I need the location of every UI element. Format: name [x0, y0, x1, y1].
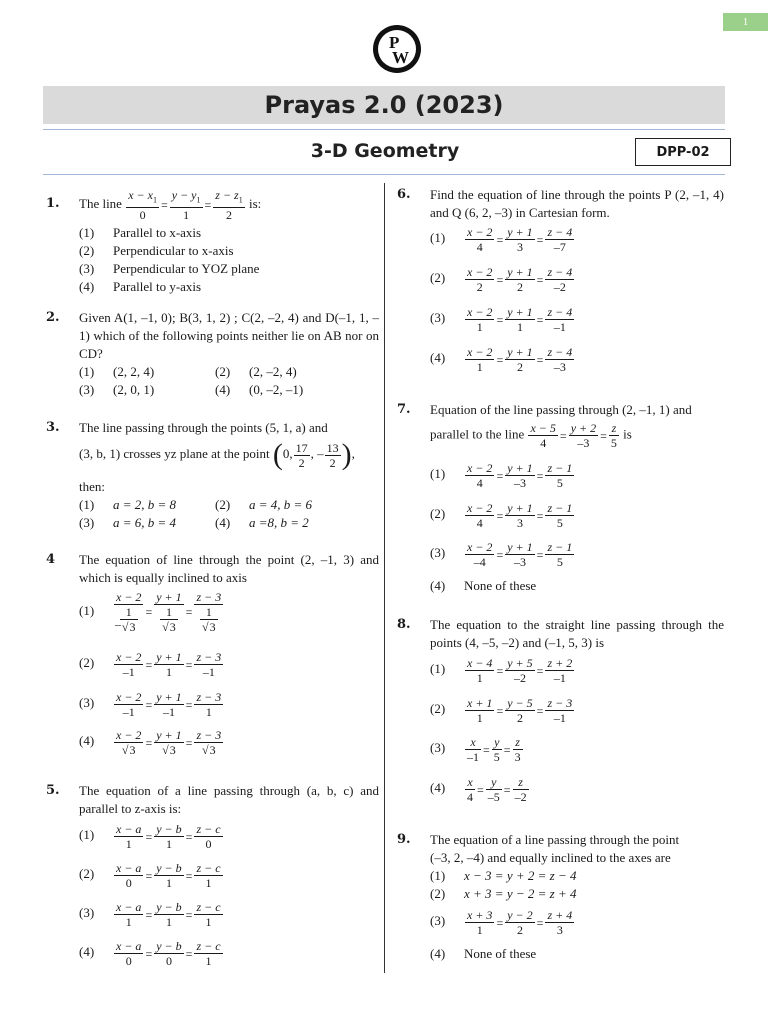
- option: (4) None of these: [430, 946, 537, 961]
- question-stem: The equation to the straight line passing through the points (4, –5, –2) and (–1, 5, 3) is: [430, 617, 724, 650]
- question-stem: Find the equation of line through the points P (2, –1, 4) and Q (6, 2, –3) in Cartesian form.: [430, 187, 724, 220]
- question-stem: Equation of the line passing through (2, –1, 1) and: [430, 402, 692, 417]
- question-number: 9.: [397, 832, 411, 847]
- option: (1) $\frac{x - a}{1}$ = $\frac{y - b}{1}$ = $\frac{z - c}{0}$: [79, 822, 221, 851]
- option: (4) $\frac{x - 2}{√3}$ = $\frac{y + 1}{√3}$ = $\frac{z - 3}{√3}$: [79, 728, 222, 757]
- option: (3) $\frac{x - 2}{-1}$ = $\frac{y + 1}{-1}$ = $\frac{z - 3}{1}$: [79, 690, 222, 719]
- option: (3) $\frac{x - 2}{1}$ = $\frac{y + 1}{1}$ = $\frac{z - 4}{-1}$: [430, 305, 573, 334]
- subject-title: 3-D Geometry: [310, 140, 460, 162]
- option: (1) $\frac{x - 2}{4}$ = $\frac{y + 1}{3}$ = $\frac{z - 4}{-7}$: [430, 225, 573, 254]
- option: (3) $\frac{x - 2}{-4}$ = $\frac{y + 1}{-3}$ = $\frac{z - 1}{5}$: [430, 540, 573, 569]
- question-stem: The line $\frac{x - x_1}{0}$ = $\frac{y - y_1}{1}$ = $\frac{z - z_1}{2}$ is:: [79, 188, 262, 223]
- option: (3) Perpendicular to YOZ plane: [79, 261, 260, 276]
- option: (1) Parallel to x-axis: [79, 225, 202, 240]
- question-number: 2.: [46, 310, 60, 325]
- option: (1) x − 3 = y + 2 = z − 4: [430, 868, 577, 883]
- option: (3) a = 6, b = 4: [79, 515, 177, 530]
- question-number: 3.: [46, 420, 60, 435]
- question-stem: The equation of a line passing through the point: [430, 832, 680, 847]
- option: (2) $\frac{x - a}{0}$ = $\frac{y - b}{1}$ = $\frac{z - c}{1}$: [79, 861, 221, 890]
- option: (4) a =8, b = 2: [215, 515, 309, 530]
- option: (3) $\frac{x}{-1}$ = $\frac{y}{5}$ = $\frac{z}{3}$: [430, 735, 521, 764]
- question-number: 4: [46, 552, 56, 567]
- option: (1) (2, 2, 4): [79, 364, 155, 379]
- dpp-label: DPP-02: [635, 138, 731, 166]
- option: (1) a = 2, b = 8: [79, 497, 177, 512]
- question-number: 8.: [397, 617, 411, 632]
- question-stem: then:: [79, 479, 105, 494]
- option: (4) $\frac{x}{4}$ = $\frac{y}{-5}$ = $\frac{z}{-2}$: [430, 775, 527, 804]
- column-divider: [384, 183, 385, 973]
- option: (2) Perpendicular to x-axis: [79, 243, 234, 258]
- option: (2) (2, –2, 4): [215, 364, 297, 379]
- divider: [43, 174, 725, 175]
- option: (2) $\frac{x - 2}{-1}$ = $\frac{y + 1}{1}$ = $\frac{z - 3}{-1}$: [79, 650, 222, 679]
- option: (3) (2, 0, 1): [79, 382, 155, 397]
- question-number: 6.: [397, 187, 411, 202]
- option: (3) $\frac{x - a}{1}$ = $\frac{y - b}{1}$ = $\frac{z - c}{1}$: [79, 900, 221, 929]
- question-stem: The line passing through the points (5, 1, a) and: [79, 420, 328, 435]
- page-number: 1: [723, 13, 768, 31]
- option: (1) $\frac{x - 2}{\frac{1}{√3}}$ = $\frac{y + 1}{\frac{1}{√3}}$ = $\frac{z - 3}{\frac{1}{√3}}$: [79, 590, 222, 634]
- question-number: 7.: [397, 402, 411, 417]
- option: (4) $\frac{x - 2}{1}$ = $\frac{y + 1}{2}$ = $\frac{z - 4}{-3}$: [430, 345, 573, 374]
- question-number: 1.: [46, 196, 60, 211]
- question-stem: (3, b, 1) crosses yz plane at the point (0, $\frac{17}{2}$ , – $\frac{13}{2}$ ),: [79, 438, 355, 471]
- divider: [43, 129, 725, 130]
- option: (2) $\frac{x + 1}{1}$ = $\frac{y - 5}{2}$ = $\frac{z - 3}{-1}$: [430, 696, 573, 725]
- option: (2) x + 3 = y − 2 = z + 4: [430, 886, 577, 901]
- svg-text:P: P: [389, 33, 400, 52]
- svg-text:W: W: [392, 48, 409, 67]
- question-stem: The equation of line through the point (2, –1, 3) and which is equally inclined to axis: [79, 552, 379, 585]
- option: (2) $\frac{x - 2}{4}$ = $\frac{y + 1}{3}$ = $\frac{z - 1}{5}$: [430, 501, 573, 530]
- question-stem: (–3, 2, –4) and equally inclined to the axes are: [430, 850, 671, 865]
- option: (4) (0, –2, –1): [215, 382, 304, 397]
- option: (2) a = 4, b = 6: [215, 497, 313, 512]
- pw-logo-icon: [372, 24, 422, 74]
- option: (4) Parallel to y-axis: [79, 279, 202, 294]
- option: (2) $\frac{x - 2}{2}$ = $\frac{y + 1}{2}$ = $\frac{z - 4}{-2}$: [430, 265, 573, 294]
- question-stem: Given A(1, –1, 0); B(3, 1, 2) ; C(2, –2, 4) and D(–1, 1, –1) which of the following points neither lie on AB nor on CD?: [79, 310, 379, 361]
- option: (1) $\frac{x - 4}{1}$ = $\frac{y + 5}{-2}$ = $\frac{z + 2}{-1}$: [430, 656, 573, 685]
- option: (1) $\frac{x - 2}{4}$ = $\frac{y + 1}{-3}$ = $\frac{z - 1}{5}$: [430, 461, 573, 490]
- option: (3) $\frac{x + 3}{1}$ = $\frac{y - 2}{2}$ = $\frac{z + 4}{3}$: [430, 908, 573, 937]
- question-number: 5.: [46, 783, 60, 798]
- option: (4) $\frac{x - a}{0}$ = $\frac{y - b}{0}$ = $\frac{z - c}{1}$: [79, 939, 221, 968]
- banner-title: Prayas 2.0 (2023): [43, 86, 725, 124]
- question-stem: parallel to the line $\frac{x - 5}{4}$ = $\frac{y + 2}{-3}$ = $\frac{z}{5}$ is: [430, 421, 632, 450]
- option: (4) None of these: [430, 578, 537, 593]
- question-stem: The equation of a line passing through (a, b, c) and parallel to z-axis is:: [79, 783, 379, 816]
